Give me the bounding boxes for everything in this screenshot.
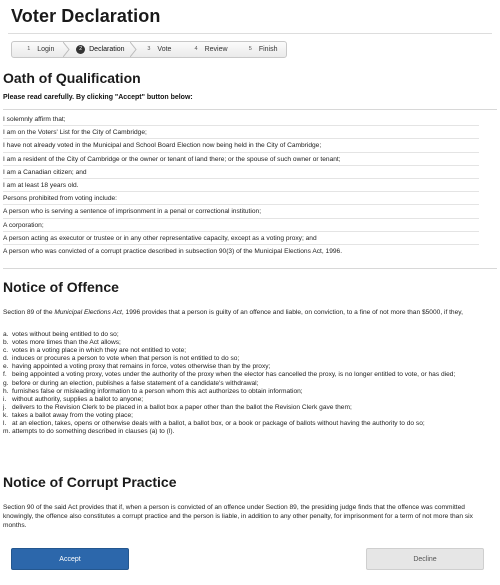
oath-line: I am a Canadian citizen; and [3,166,479,179]
oath-intro: Please read carefully. By clicking "Accept" button below: [3,94,193,101]
list-text: being appointed a voting proxy, votes under the authority of the proxy when the elector has cancelled the proxy, is no longer entitled to vote, or has died; [12,371,456,379]
oath-line: I am on the Voters' List for the City of Cambridge; [3,126,479,139]
list-text: induces or procures a person to vote when that person is not entitled to do so; [12,355,240,363]
corrupt-practice-heading: Notice of Corrupt Practice [3,474,177,490]
list-text: votes more times than the Act allows; [12,339,121,347]
list-item [3,388,479,396]
step-label: Finish [258,46,278,53]
corrupt-practice-text: Section 90 of the said Act provides that if, when a person is convicted of an offence under Section 89, the presiding judge finds that the offence was committed knowingly, the offence also constitutes a corrupt practice and the person is liable, in addition to any other penalty, for imprisonment for a term of not more than six months. [3,504,473,529]
offence-intro-text: , 1996 provides that a person is guilty of an offence and liable, on conviction, to a fine of not more than $5000, if they, [121,309,463,316]
progress-steps [11,41,287,58]
step-declaration[interactable] [67,42,135,57]
list-item [3,347,479,355]
list-marker: a. [3,331,9,338]
list-text: having appointed a voting proxy that remains in force, votes otherwise than by the proxy; [12,363,271,371]
list-text: at an election, takes, opens or otherwise deals with a ballot, a ballot box, or a book or package of ballots without having the authority to do so; [12,420,425,428]
list-item [3,363,479,371]
chevron-right-icon [63,42,70,57]
step-number: 3 [147,46,151,52]
list-text: takes a ballot away from the voting place; [12,411,133,419]
list-item [3,420,479,428]
oath-line: I am a resident of the City of Cambridge or the owner or tenant of land there; or the spouse of such owner or tenant; [3,153,479,166]
section-divider [3,268,497,269]
list-item [3,412,479,420]
list-marker: k. [3,411,9,419]
list-marker: l. [3,420,7,428]
act-name: Municipal Elections Act [54,309,122,316]
step-label: Review [204,46,228,53]
page-title: Voter Declaration [11,6,161,26]
step-vote[interactable] [134,42,182,57]
list-item [3,355,479,363]
oath-list [3,113,479,258]
list-text: attempts to do something described in clauses (a) to (l). [12,428,175,436]
oath-line: I am at least 18 years old. [3,179,479,192]
list-marker: d. [3,355,9,363]
step-number: 1 [27,46,31,52]
list-item [3,396,479,404]
oath-line: I solemnly affirm that; [3,113,479,126]
list-text: votes in a voting place in which they are not entitled to vote; [12,347,187,355]
step-login[interactable] [12,42,67,57]
oath-line: A person who was convicted of a corrupt practice described in subsection 90(3) of the Municipal Elections Act, 1996. [3,247,343,255]
oath-line: A person who is serving a sentence of imprisonment in a penal or correctional institution; [3,205,479,218]
list-text: votes without being entitled to do so; [12,331,119,338]
list-marker: h. [3,387,9,395]
list-item [3,404,479,412]
list-item [3,339,479,347]
list-text: furnishes false or misleading information to a person whom this act authorizes to obtain information; [12,387,303,395]
accept-button[interactable]: Accept [11,548,129,570]
list-marker: c. [3,347,9,355]
step-number: 2 [76,45,85,54]
oath-line: Persons prohibited from voting include: [3,192,479,205]
decline-button[interactable]: Decline [366,548,484,570]
list-item [3,428,479,436]
step-finish[interactable] [237,42,286,57]
offence-list [3,331,479,436]
oath-heading: Oath of Qualification [3,70,141,86]
step-number: 5 [248,46,252,52]
offence-intro [3,308,479,317]
step-label: Declaration [89,46,125,53]
oath-line: I have not already voted in the Municipal and School Board Election now being held in the City of Cambridge; [3,139,479,152]
oath-line: A person acting as executor or trustee or in any other representative capacity, except as a voting proxy; and [3,232,479,245]
list-marker: g. [3,379,9,387]
list-text: without authority, supplies a ballot to anyone; [12,395,144,403]
list-text: before or during an election, publishes a false statement of a candidate's withdrawal; [12,379,259,387]
step-review[interactable] [182,42,238,57]
offence-intro-text: Section 89 of the [3,309,55,316]
oath-line: A corporation; [3,219,479,232]
section-divider [3,109,497,110]
list-marker: b. [3,339,9,347]
step-number: 4 [194,46,198,52]
list-marker: f. [3,371,7,379]
list-text: delivers to the Revision Clerk to be placed in a ballot box a paper other than the ballot the Revision Clerk gave them; [12,403,352,411]
list-item [3,371,479,379]
list-item [3,331,479,339]
offence-heading: Notice of Offence [3,279,119,295]
list-marker: m. [3,428,11,436]
step-label: Login [37,46,55,53]
list-marker: e. [3,363,9,371]
chevron-right-icon [130,42,137,57]
list-marker: j. [3,403,7,411]
step-label: Vote [157,46,172,53]
title-divider [8,33,492,34]
list-marker: i. [3,395,7,403]
list-item [3,380,479,388]
